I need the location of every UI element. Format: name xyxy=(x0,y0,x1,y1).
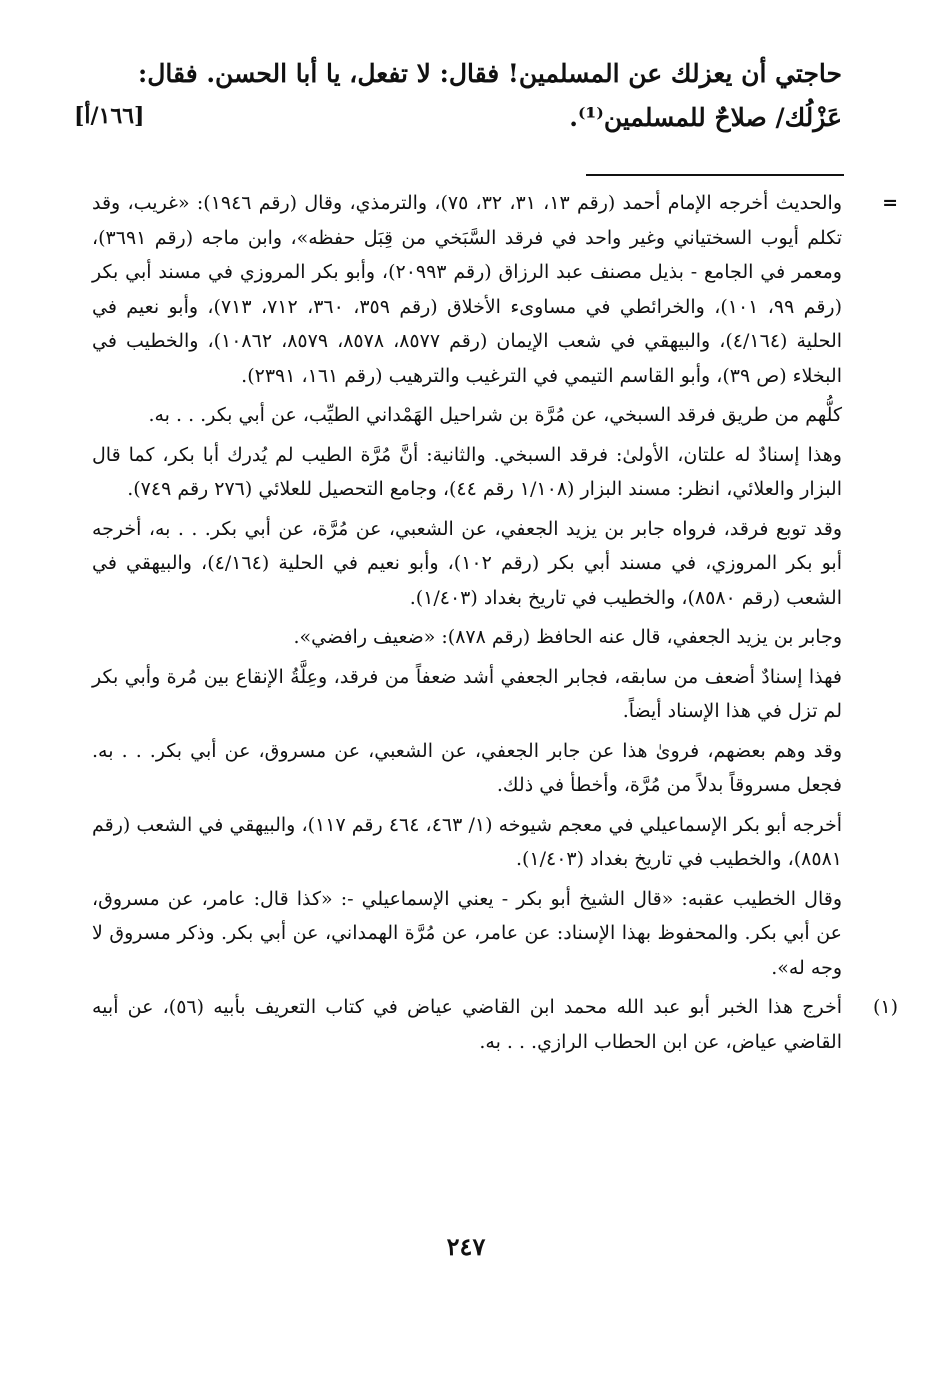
manuscript-folio-marker: [١٦٦/أ] xyxy=(74,103,145,129)
footnote-number: (١) xyxy=(872,996,898,1018)
page-number: ٢٤٧ xyxy=(446,1232,486,1261)
footnote-paragraph: وقد وهم بعضهم، فروىٰ هذا عن جابر الجعفي، عن الشعبي، عن مسروق، عن أبي بكر. . . به. فجعل مسروقاً بدلاً من مُرَّة، وأخطأ في ذلك. xyxy=(92,739,842,796)
footnote-paragraph: كلُّهم من طريق فرقد السبخي، عن مُرَّة بن شراحيل الهَمْداني الطيِّب، عن أبي بكر. . . به. xyxy=(148,404,842,426)
footnote-paragraph: وجابر بن يزيد الجعفي، قال عنه الحافظ (رقم ٨٧٨): «ضعيف رافضي». xyxy=(293,626,842,648)
footnote-paragraph: وقد توبع فرقد، فرواه جابر بن يزيد الجعفي، عن الشعبي، عن مُرَّة، عن أبي بكر. . . به، أخرجه أبو بكر المروزي، في مسند أبي بكر (رقم ١٠٢)، وأبو نعيم في الحلية (٤/١٦٤)، والبيهقي في الشعب (رقم ٨٥٨٠)، والخطيب في تاريخ بغداد (١/٤٠٣). xyxy=(92,517,842,609)
footnote-text: والحديث أخرجه الإمام أحمد (رقم ١٣، ٣١، ٣٢، ٧٥)، والترمذي، وقال (رقم ١٩٤٦): «غريب، وقد تكلم أيوب السختياني وغير واحد في فرقد السَّبَخي من قِبَل حفظه»، وابن ماجه (رقم ٣٦٩١)، ومعمر في الجامع - بذيل مصنف عبد الرزاق (رقم ٢٠٩٩٣)، وأبو بكر المروزي في مسند أبي بكر (رقم ٩٩، ١٠١)، والخرائطي في مساوىء الأخلاق (رقم ٣٥٩، ٣٦٠، ٧١٢، ٧١٣)، وأبو نعيم في الحلية (٤/١٦٤)، والبيهقي في شعب الإيمان (رقم ٨٥٧٧، ٨٥٧٨، ٨٥٧٩، ١٠٨٦٢)، والخطيب في البخلاء (ص ٣٩)، وأبو القاسم التيمي في الترغيب والترهيب (رقم ١٦١، ٢٣٩١). xyxy=(92,192,843,387)
footnotes-block xyxy=(92,186,898,1064)
footnote-paragraph xyxy=(92,186,898,393)
continuation-mark: = xyxy=(882,192,898,214)
footnote-separator xyxy=(586,174,844,176)
footnote-paragraph: وهذا إسنادٌ له علتان، الأولىٰ: فرقد السبخي. والثانية: أنَّ مُرَّة الطيب لم يُدرك أبا بكر، كما قال البزار والعلائي، انظر: مسند البزار (١/١٠٨ رقم ٤٤)، وجامع التحصيل للعلائي (٢٧٦ رقم ٧٤٩). xyxy=(92,443,842,500)
footnote-paragraph: فهذا إسنادٌ أضعف من سابقه، فجابر الجعفي أشد ضعفاً من فرقد، وعِلَّةُ الإنقاع بين مُرة وأبي بكر لم تزل في هذا الإسناد أيضاً. xyxy=(92,665,842,722)
footnote-1 xyxy=(92,990,898,1059)
footnote-text: أخرج هذا الخبر أبو عبد الله محمد ابن القاضي عياض في كتاب التعريف بأبيه (٥٦)، عن أبيه القاضي عياض، عن ابن الحطاب الرازي. . . به. xyxy=(92,996,842,1053)
main-text-line: حاجتي أن يعزلك عن المسلمين! فقال: لا تفعل، يا أبا الحسن. فقال: xyxy=(138,59,842,88)
footnote-paragraph: وقال الخطيب عقبه: «قال الشيخ أبو بكر - يعني الإسماعيلي -: «كذا قال: عامر، عن مسروق، عن أبي بكر. والمحفوظ بهذا الإسناد: عن عامر، عن مُرَّة الهمداني، عن أبي بكر. وذكر مسروق لا وجه له». xyxy=(92,887,842,979)
main-text-line: عَزْلُك/ صلاحٌ للمسلمين⁽¹⁾. xyxy=(569,103,842,132)
main-text-block xyxy=(82,52,842,140)
footnote-paragraph: أخرجه أبو بكر الإسماعيلي في معجم شيوخه (١/ ٤٦٣، ٤٦٤ رقم ١١٧)، والبيهقي في الشعب (رقم ٨٥٨١)، والخطيب في تاريخ بغداد (١/٤٠٣). xyxy=(92,813,843,870)
